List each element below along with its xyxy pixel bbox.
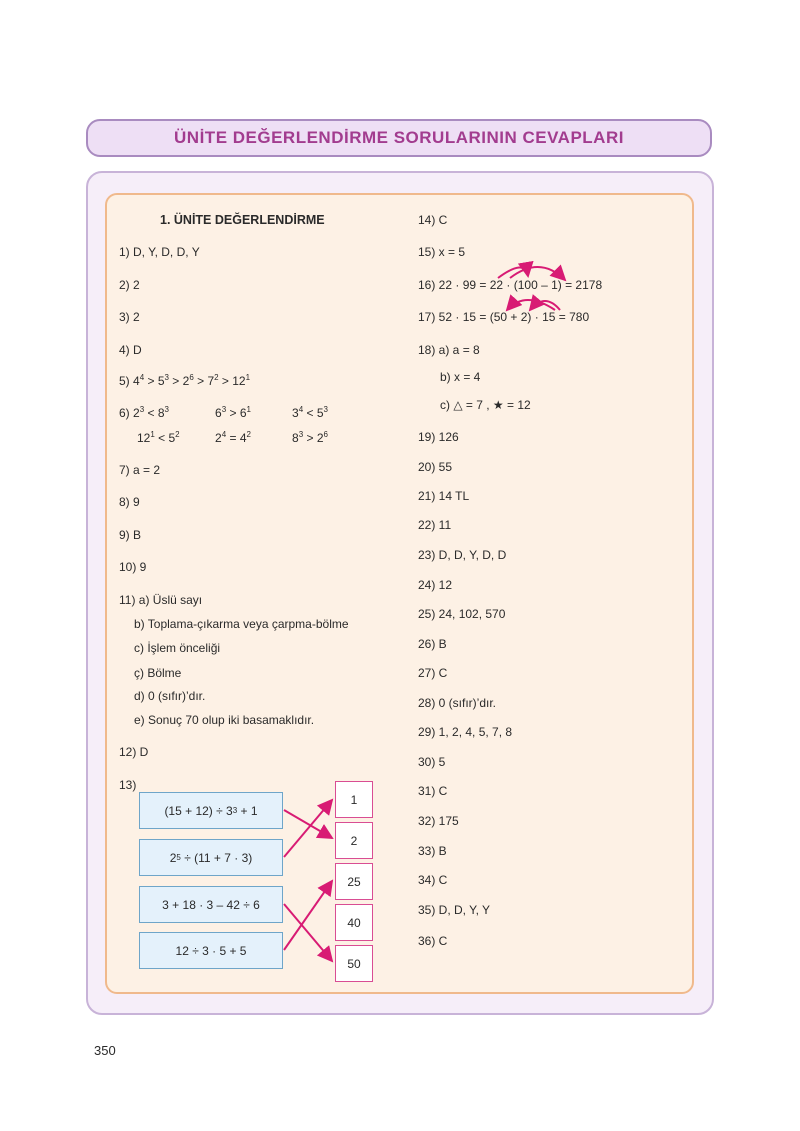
expression-box-1: (15 + 12) ÷ 3 3 + 1: [139, 792, 283, 829]
answer-18b: b) x = 4: [440, 370, 481, 384]
answer-17: 17) 52 · 15 = (50 + 2) · 15 = 780: [418, 310, 590, 324]
answer-18c: c) △ = 7 , ★ = 12: [440, 398, 531, 412]
answer-12: 12) D: [119, 745, 149, 759]
answer-14: 14) C: [418, 213, 448, 227]
answer-2: 2) 2: [119, 278, 140, 292]
banner-title: ÜNİTE DEĞERLENDİRME SORULARININ CEVAPLARI: [174, 128, 624, 147]
answer-19: 19) 126: [418, 430, 459, 444]
answer-8: 8) 9: [119, 495, 140, 509]
arrow-expr3-to-50: [284, 904, 332, 961]
expression-box-3: 3 + 18 · 3 – 42 ÷ 6: [139, 886, 283, 923]
answer-33: 33) B: [418, 844, 447, 858]
arrow-expr4-to-25: [284, 881, 332, 950]
answer-box-40: 40: [335, 904, 373, 941]
arrow-expr1-to-2: [284, 810, 332, 838]
answer-31: 31) C: [418, 784, 448, 798]
answer-11d: d) 0 (sıfır)’dır.: [134, 689, 206, 703]
answer-26: 26) B: [418, 637, 447, 651]
answer-25: 25) 24, 102, 570: [418, 607, 506, 621]
answer-1: 1) D, Y, D, D, Y: [119, 245, 200, 259]
answer-box-25: 25: [335, 863, 373, 900]
answer-6-row1b: $6^3 > 6^1$: [215, 405, 251, 420]
answer-6-row2a: $12^1 < 5^2$: [137, 430, 180, 445]
answer-11a: 11) a) Üslü sayı: [119, 593, 203, 607]
answer-27: 27) C: [418, 666, 448, 680]
answer-6-row2c: $8^3 > 2^6$: [292, 430, 328, 445]
answer-22: 22) 11: [418, 518, 452, 532]
answer-32: 32) 175: [418, 814, 459, 828]
expression-box-4: 12 ÷ 3 · 5 + 5: [139, 932, 283, 969]
answer-6-row2b: $2^4 = 4^2$: [215, 430, 251, 445]
answer-box-2: 2: [335, 822, 373, 859]
answer-36: 36) C: [418, 934, 448, 948]
answer-11e: e) Sonuç 70 olup iki basamaklıdır.: [134, 713, 315, 727]
answer-10: 10) 9: [119, 560, 147, 574]
answer-29: 29) 1, 2, 4, 5, 7, 8: [418, 725, 513, 739]
answer-11c: c) İşlem önceliği: [134, 641, 221, 655]
answer-23: 23) D, D, Y, D, D: [418, 548, 507, 562]
arc-q17-b: [530, 301, 560, 310]
page-number: 350: [94, 1043, 116, 1058]
answer-13-label: 13): [119, 778, 137, 792]
answer-7: 7) a = 2: [119, 463, 161, 477]
answer-15: 15) x = 5: [418, 245, 466, 259]
answer-3: 3) 2: [119, 310, 140, 324]
answer-box-1: 1: [335, 781, 373, 818]
answer-6-row1a: 6) $2^3 < 8^3$: [119, 405, 169, 420]
answer-6-row1c: $3^4 < 5^3$: [292, 405, 328, 420]
answer-16: 16) 22 · 99 = 22 · (100 – 1) = 2178: [418, 278, 603, 292]
answer-18a: 18) a) a = 8: [418, 343, 480, 357]
answer-21: 21) 14 TL: [418, 489, 470, 503]
answer-9: 9) B: [119, 528, 142, 542]
answer-24: 24) 12: [418, 578, 453, 592]
answer-5: 5) $4^4 > 5^3 > 2^6 > 7^2 > 12^1$: [119, 373, 251, 388]
answer-28: 28) 0 (sıfır)’dır.: [418, 696, 497, 710]
answer-30: 30) 5: [418, 755, 446, 769]
answer-34: 34) C: [418, 873, 448, 887]
answer-box-50: 50: [335, 945, 373, 982]
expression-box-2: 2 5 ÷ (11 + 7 · 3): [139, 839, 283, 876]
answer-11c2: ç) Bölme: [134, 666, 182, 680]
answer-11b: b) Toplama-çıkarma veya çarpma-bölme: [134, 617, 349, 631]
answer-35: 35) D, D, Y, Y: [418, 903, 491, 917]
section-title: 1. ÜNİTE DEĞERLENDİRME: [160, 213, 325, 227]
answer-20: 20) 55: [418, 460, 453, 474]
answer-4: 4) D: [119, 343, 142, 357]
arrow-expr2-to-1: [284, 800, 332, 857]
